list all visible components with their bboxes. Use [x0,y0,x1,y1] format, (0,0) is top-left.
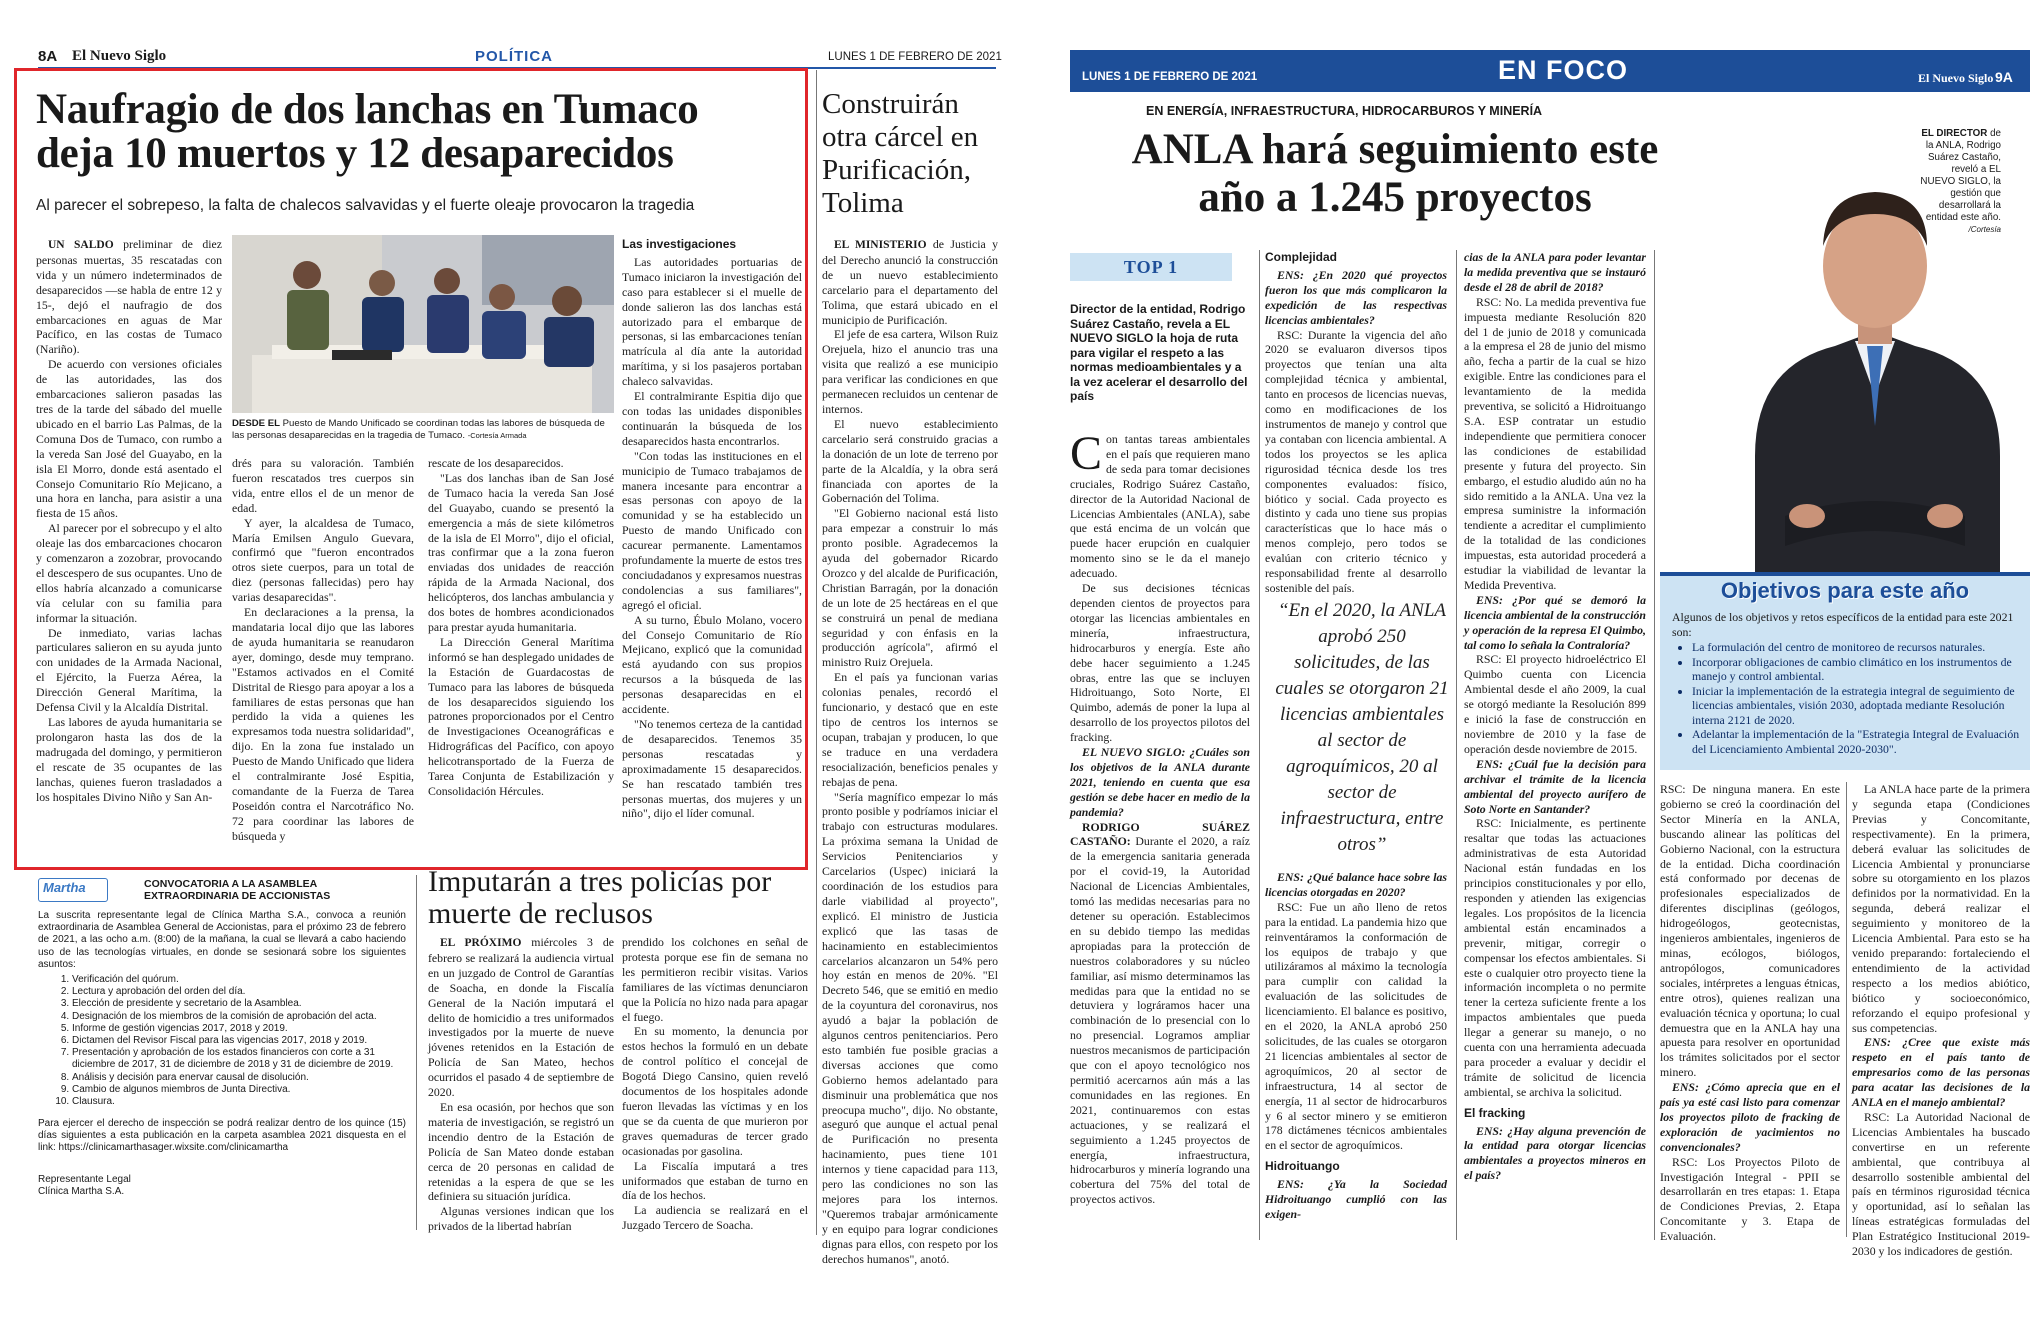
left-date: LUNES 1 DE FEBRERO DE 2021 [828,51,1002,63]
agenda-item: 6. Dictamen del Revisor Fiscal para las vigencias 2017, 2018 y 2019. [72,1035,406,1047]
kicker: EN ENERGÍA, INFRAESTRUCTURA, HIDROCARBUROS Y MINERÍA [1146,104,1543,118]
agenda-item: 7. Presentación y aprobación de los estados financieros con corte a 31 diciembre de 2017, 31 de diciembre de 2018 y 31 de diciembre de 2019. [72,1047,406,1071]
main-deck: Al parecer el sobrepeso, la falta de chalecos salvavidas y el fuerte oleaje provocaron la tragedia [36,197,695,214]
agenda-item: 9. Cambio de algunos miembros de Junta Directiva. [72,1084,406,1096]
anla-col-2-bottom: ENS: ¿Qué balance hace sobre las licencias otorgadas en 2020? RSC: Fue un año lleno de retos para la entidad. La pandemia hizo que reinventáramos la conformación de los equipos de trabajo y que utilizáramos al máximo la tecnología para cumplir con calidad la evaluación de las solicitudes de licenciamiento. El balance es positivo, en el 2020, la ANLA aprobó 250 solicitudes, de las cuales se otorgaron 21 licencias ambientales al sector de agroquímicos, 20 al sector de infraestructura, 14 al sector de energía, 11 al sector de hidrocarburos y 6 al sector minero y se emitieron 178 dictámenes técnicos ambientales en el sector de agroquímicos. Hidroituango ENS: ¿Ya la Sociedad Hidroituango cumplió con las exigen- [1265,870,1447,1221]
main-headline: Naufragio de dos lanchas en Tumaco deja 10 muertos y 12 desaparecidos [36,86,699,177]
objective-item: • Incorporar obligaciones de cambio climático en los instrumentos de manejo y control ambiental. [1692,655,2020,684]
agenda-item: 10. Clausura. [72,1096,406,1108]
agenda-item: 2. Lectura y aprobación del orden del día. [72,986,406,998]
right-page [1060,0,2040,1320]
rule-main-side [816,70,817,1235]
top-badge-label: TOP 1 [1123,257,1179,277]
main-col-3: rescate de los desaparecidos. "Las dos lanchas iban de San José de Tumaco hacia la vereda San José del Guayabo, cuando se presentó la emergencia a más de siete kilómetros de la isla de El Morro", dijo el oficial, tras confirmar que a la zona fueron enviadas dos unidades de reacción rápida de la Armada Nacional, dos helicópteros, dos lanchas ambulancia y dos botes de hombres acondicionados para prestar ayuda humanitaria. La Dirección General Marítima informó se han desplegado unidades de la Estación de Guardacostas de Tumaco para las labores de búsqueda de los desaparecidos siguiendo los patrones proporcionados por el Centro de Investigaciones Oceanográficas e Hidrográficas del Pacífico, con apoyo helicotransportado de la Fuerza de Tarea Conjunta de Estabilización y Consolidación Hércules. [428,456,614,798]
main-photo-caption: DESDE EL Puesto de Mando Unificado se coordinan todas las labores de búsqueda de las personas desaparecidas en la tragedia de Tumaco. -Cortesía Armada [232,418,605,441]
side-headline: Construirán otra cárcel en Purificación, Tolima [822,88,979,219]
anla-col-1: Con tantas tareas ambientales en el país que requieren mano de seda para tomar decisiones cruciales, Rodrigo Suárez Castaño, director de la Autoridad Nacional de Licencias Ambientales (ANLA), sabe que está encima de un volcán que puede hacer erupción en cualquier momento sino se le da el manejo adecuado. De sus decisiones técnicas dependen cientos de proyectos para otorgar las licencias ambientales en minería, infraestructura, hidrocarburos y energía. Este año debe hacer seguimiento a 1.245 obras, entre las que se incluyen Hidroituango, Soto Norte, El Quimbo, además de poner la lupa al desarrollo de los proyectos pilotos del fracking. EL NUEVO SIGLO: ¿Cuáles son los objetivos de la ANLA durante 2021, teniendo en cuenta que esa gestión se debe hacer en medio de la pandemia? RODRIGO SUÁREZ CASTAÑO: Durante el 2020, a raíz de la emergencia sanitaria generada por el covid-19, la Autoridad Nacional de Licencias Ambientales, tomó las medidas necesarias para no detener su operación. Establecimos en su debido tiempo las medidas apropiadas para la protección de nuestros colaboradores y su núcleo familiar, así mismo determinamos las medidas para que la entidad no se detuviera y lográramos hacer una combinación de lo presencial con lo no presencial. Logramos ampliar nuestros mecanismos de participación que con el apoyo tecnológico nos permitió acercarnos aún más a las comunidades en las regiones. En 2021, continuaremos con estas actuaciones, y se realizará el seguimiento a 1.245 proyectos de energía, infraestructura, hidrocarburos y minería logrando una cobertura del 75% del total de proyectos activos. [1070,427,1250,1207]
agenda-item: 8. Análisis y decisión para enervar causal de disolución. [72,1072,406,1084]
en-foco-bar [1070,50,2030,92]
main-col-4: Las investigaciones Las autoridades portuarias de Tumaco iniciaron la investigación del caso para establecer si el muelle de donde salieron las dos lanchas está autorizado para el embarque de personas, si las embarcaciones tenían matrícula al día ante la autoridad marítima, y si los pasajeros portaban chaleco salvavidas. El contralmirante Espitia dijo que con todas las unidades disponibles continuarán la búsqueda de los desaparecidos hasta encontrarlos. "Con todas las instituciones en el municipio de Tumaco trabajamos de manera incesante para encontrar a esas personas con apoyo de la comunidad y se ha establecido un Puesto de mando Unificado con cacurear permanente. Lamentamos profundamente la muerte de estos tres conciudadanos y expresamos nuestras condolencias a sus familiares", agregó el oficial. A su turno, Ébulo Molano, vocero del Consejo Comunitario de Río Mejicano, explicó que la comunidad está ayudando con sus propios recursos a la búsqueda de las personas desaparecidas en el accidente. "No tenemos certeza de la cantidad de desaparecidos. Tenemos 35 personas rescatadas y aproximadamente 15 desaparecidos. Se han rescatado también tres personas muertas, dos mujeres y un niño", dijo el líder comunal. [622,237,802,821]
ad-footer: Para ejercer el derecho de inspección se podrá realizar dentro de los quince (15) días siguientes a esta publicación en la carpeta asamblea 2021 disquesta en el link: https://clinicamarthasager.wixsite.com/clinicamartha [38,1118,406,1154]
left-masthead: El Nuevo Siglo [72,48,167,64]
objective-item: • Adelantar la implementación de la "Estrategia Integral de Evaluación del Licenciamiento Ambiental 2020-2030". [1692,727,2020,756]
main-col-2: drés para su valoración. También fueron rescatados tres cuerpos sin vida, entre ellos el de un menor de edad. Y ayer, la alcaldesa de Tumaco, María Emilsen Angulo Guevara, confirmó que "fueron encontrados otros siete cuerpos, para un total de diez (personas fallecidas) pero hay varias desaparecidas". En declaraciones a la prensa, la mandataria local dijo que las labores de ayuda humanitaria se reanudaron ayer, domingo, desde muy temprano. "Estamos activados en el Comité Distrital de Riesgo para apoyar a los a familiares de estas personas que han perdido la vida a quienes les expresamos toda nuestra solidaridad", dijo. En la zona fue instalado un Puesto de Mando Unificado que lidera el contralmirante José Espitia, comandante de la Fuerza de Tarea Poseidón contra el Narcotráfico No. 72 para coordinar las labores de búsqueda y [232,456,414,843]
right-masthead: El Nuevo Siglo [1918,71,1994,85]
investigations-subhead: Las investigaciones [622,237,737,251]
rule-col4-col5 [1846,782,1847,1237]
objectives-box [1660,572,2030,770]
rule-col1-col2 [1259,250,1260,1240]
agenda-item: 5. Informe de gestión vigencias 2017, 2018 y 2019. [72,1023,406,1035]
agenda-item: 1. Verificación del quórum. [72,974,406,986]
main-col-1: UN SALDO preliminar de diez personas muertas, 35 rescatadas con vida y un número indeterminados de desaparecidos —se habla de entre 12 y 15-, dejó el naufragio de dos embarcaciones en aguas de Mar Pacífico, en las costas de Tumaco (Nariño). De acuerdo con versiones oficiales de las autoridades, las dos embarcaciones salieron pasadas las tres de la tarde del sábado del muelle ubicado en el barrio Las Palmas, de la Comuna Dos de Tumaco, con rumbo a la vereda San José del Guayabo, en la isla El Morro, donde está asentado el Consejo Comunitario Río Mejicano, a una hora en lancha, para asistir a una fiesta de 15 años. Al parecer por el sobrecupo y el alto oleaje las dos embarcaciones chocaron y comenzaron a zozobrar, provocando el descespero de sus ocupantes. Uno de ellos habría alcanzado a comunicarse vía celular con su familia para informar la situación. De inmediato, varias lachas particulares salieron en su ayuda junto con unidades de la Armada Nacional, el Ejército, la Fuerza Aérea, la Dirección General Marítima, la Defensa Civil y la Alcaldía Distrital. Las labores de ayuda humanitaria se prolongaron hasta las dos de la madrugada del domingo, y permitieron el rescate de 35 ocupantes de las lanchas, quienes fueron trasladados a los hospitales Divino Niño y San An- [36,237,222,804]
pull-quote: “En el 2020, la ANLA aprobó 250 solicitudes, de las cuales se otorgaron 21 licencias ambientales al sector de agroquímicos, 20 al sector de infraestructura, entre otros” [1275,600,1449,855]
ad-agenda-list [38,974,406,1108]
right-page-number: 9A [1995,69,2013,85]
anla-col-5: La ANLA hace parte de la primera y segunda etapa (Condiciones Previas y Concomitante, respectivamente). En la primera, deberá evaluar las solicitudes de Licencia Ambiental y pronunciarse sobre su otorgamiento en los plazos definidos por la normatividad. En la segunda, deberá realizar el seguimiento y monitoreo de la Licencia Ambiental. Para esto se ha venido preparando: fortaleciendo el entendimiento de la actividad respecto a los medios abiótico, biótico y socioeconómico, reforzando el equipo profesional y sus competencias. ENS: ¿Cree que existe más respeto en el país tanto de empresarios como de las personas para acatar las decisiones de la ANLA en el manejo ambiental? RSC: La Autoridad Nacional de Licencias Ambientales ha buscado convertirse en un referente ambiental, que contribuya al desarrollo sostenible ambiental del país en términos rigurosidad técnica y oportunidad, así lo señalan las líneas estratégicas formuladas del Plan Estratégico Institucional 2019-2030 y los indicadores de gestión. [1852,782,2030,1259]
rescue-command-photo [232,235,614,413]
anla-col-3: cias de la ANLA para poder levantar la medida preventiva que se instauró desde el 28 de abril de 2018? RSC: No. La medida preventiva fue impuesta mediante Resolución 820 del 1 de junio de 2018 y comunicada a la empresa el 28 de junio del mismo año, fecha a partir de la cual se hizo exigible. Entre las condiciones para el levantamiento de la medida preventiva, se solicitó a Hidroituango S.A. ESP contratar un estudio independiente que permitiera conocer las condiciones de estabilidad presente y futura del proyecto. Sin embargo, el estudio aludido aún no ha sido remitido a la ANLA. Una vez la empresa suministre la información tendiente a acreditar el cumplimiento de la totalidad de las condiciones impuestas, esta autoridad procederá a estudiar la viabilidad de levantar la Medida Preventiva. ENS: ¿Por qué se demoró la licencia ambiental de la construcción y operación de la represa El Quimbo, tal como lo señala la Contraloría? RSC: El proyecto hidroeléctrico El Quimbo cuenta con Licencia Ambiental desde el año 2009, la cual se otorgó mediante la Resolución 899 e inició la fase de construcción en noviembre de 2010 y la fase de operación desde noviembre de 2015. ENS: ¿Cuál fue la decisión para archivar el trámite de la licencia ambiental del proyecto aurífero de Soto Norte en Santander? RSC: Inicialmente, es pertinente resaltar que todas las actuaciones administrativas de esta Autoridad Nacional están fundadas en los principios constitucionales y por ello, responden y atienden las exigencias legales. Los propósitos de la licencia ambiental están encaminados a prevenir, mitigar, corregir o compensar los efectos ambientales. Si este o cualquier otro proyecto tiene la información incompleta o no permite tener la certeza suficiente frente a los impactos ambientales que pueda llegar a generar su manejo, o no cuenta con una herramienta adecuada para proceder a evaluar y decidir el trámite de solicitud de licencia ambiental, se archiva la solicitud. El fracking ENS: ¿Hay alguna prevención de la entidad para otorgar licencias ambientales a proyectos mineros en el país? [1464,250,1646,1183]
portrait-caption: EL DIRECTOR de la ANLA, Rodrigo Suárez Castaño, reveló a EL NUEVO SIGLO, la gestión que desarrollará la entidad este año. /Cortesía [1920,128,2001,234]
left-page [0,0,1010,1320]
objective-item: • La formulación del centro de monitoreo de recursos naturales. [1692,640,2020,655]
ad-logo: Martha [38,878,108,902]
ad-intro: La suscrita representante legal de Clínica Martha S.A., convoca a reunión extraordinaria de Asamblea General de Accionistas, para el próximo 23 de febrero de 2021, a las ocho a.m. (8:00) de la mañana, la cual se llevará a cabo haciendo uso de las tecnologías virtuales, en donde se sesionará sobre los siguientes asuntos: [38,910,406,970]
objective-item: • Iniciar la implementación de la estrategia integral de seguimiento de licencias ambientales, visión 2030, adoptada mediante Resolución interna 2121 de 2020. [1692,684,2020,728]
left-section-label: POLÍTICA [475,48,553,65]
objectives-title: Objetivos para este año [1720,578,1970,603]
anla-headline: ANLA hará seguimiento este año a 1.245 proyectos [1131,126,1659,221]
rule-ad-story2 [416,875,417,1230]
ad-title: CONVOCATORIA A LA ASAMBLEA EXTRAORDINARIA DE ACCIONISTAS [144,878,331,902]
agenda-item: 4. Designación de los miembros de la comisión de aprobación del acta. [72,1011,406,1023]
anla-col-2-top: Complejidad ENS: ¿En 2020 qué proyectos fueron los que más complicaron la expedición de las respectivas licencias ambientales? RSC: Durante la vigencia del año 2020 se evaluaron diversos tipos proyectos que tenían una alta complejidad técnica y ambiental, tanto en procesos de licencias nuevas, como en modificaciones de los instrumentos de manejo y control que ya contaban con licencia ambiental. A todos los proyectos se les aplica rigurosidad técnica desde los tres componentes evaluados: físico, biótico y social. Cada proyecto es distinto y cada uno tiene sus propias características que lo hace más o menos complejo, pero todos se evalúan con criterio técnico y responsabilidad frente al desarrollo sostenible del país. [1265,250,1447,595]
objectives-list [1672,640,2020,756]
side-body: EL MINISTERIO de Justicia y del Derecho anunció la construcción de un nuevo establecimiento carcelario para el departamento del Tolima, que estará ubicado en el municipio de Purificación. El jefe de esa cartera, Wilson Ruiz Orejuela, hizo el anuncio tras una visita que realizó a ese municipio para verificar las condiciones en que permanecen recluidos un centenar de internos. El nuevo establecimiento carcelario será construido gracias a la donación de un lote de terreno por parte de la Alcaldía, y la obra será financiada con aportes de la Gobernación del Tolima. "El Gobierno nacional está listo para empezar a construir lo más pronto posible. Agradecemos la ayuda del gobernador Ricardo Orozco y del alcalde de Purificación, Christian Barragán, por la donación de un lote de 25 hectáreas en el que se construirá un penal de mediana seguridad y con énfasis en la producción agrícola", afirmó el ministro Ruiz Orejuela. En el país ya funcionan varias colonias penales, recordó el funcionario, y destacó que en este tipo de centros los internos se ocupan, trabajan y producen, lo que se traduce en una verdadera resocialización, beneficios penales y rebajas de pena. "Sería magnífico empezar lo más pronto posible y podríamos iniciar el trabajo con estructuras modulares. La próxima semana la Unidad de Servicios Penitenciarios y Carcelarios (Uspec) iniciará la coordinación de los estudios para darle viabilidad al proyecto", explicó. El ministro de Justicia explicó que las tasas de hacinamiento en establecimientos carcelarios alcanzaron un 54% pero hoy están en menos de 20%. "El Decreto 546, que se emitió en medio de la coyuntura del coronavirus, nos ayudó a bajar la población de algunos centros penitenciarios. Pero esto también fue posible gracias a diversas acciones que como Gobierno hemos adelantado para disminuir una problemática que nos preocupa mucho", dijo. No obstante, aseguró que aunque el actual penal de Purificación no presenta hacinamiento, pues tiene 101 internos y tiene capacidad para 113, pero las condiciones no son las mejores para los internos. "Queremos trabajar armónicamente y en equipo para lograr condiciones dignas para ellos, con respeto por los derechos humanos", anotó. [822,237,999,1266]
anla-col-4: RSC: De ninguna manera. En este gobierno se creó la coordinación del Sector Minería en la ANLA, buscando alinear las políticas del Gobierno Nacional, con la estructura de la entidad. Dicha coordinación está conformado por decenas de profesionales especializados de diferentes disciplinas (geólogos, hidrogeólogos, geotecnistas, ingenieros ambientales, ingenieros de minas, ecólogos, biólogos, antropólogos, comunicadores sociales, intérpretes a lenguas étnicas, entre otros), quienes realizan una evaluación técnica y oportuna; lo cual demuestra que en la ANLA hay una apuesta para resolver en oportunidad los trámites solicitados por el sector minero. ENS: ¿Cómo aprecia que en el país ya esté casi listo para comenzar los proyectos piloto de fracking de exploración de yacimientos no convencionales? RSC: Los Proyectos Piloto de Investigación Integral - PPII se desarrollarán en tres etapas: 1. Etapa de Condiciones Previas, 2. Etapa Concomitante y 3. Etapa de Evaluación. [1660,782,1840,1244]
rule-col2-col3 [1456,250,1457,1240]
photo-scene [232,235,614,413]
right-date: LUNES 1 DE FEBRERO DE 2021 [1082,71,1258,83]
left-page-number: 8A [38,48,58,65]
story2-col-2: prendido los colchones en señal de protesta porque ese fin de semana no les permitieron recibir visitas. Varios familiares de las víctimas denunciaron que la Policía no hizo nada para apagar el fuego. En su momento, la denuncia por estos hechos la formuló en un debate de control político el concejal de Bogotá Diego Cansino, quien reveló documentos de los hospitales adonde fueron llevadas las víctimas y en los que se da cuenta de que murieron por graves quemaduras de tercer grado ocasionadas por gasolina. La Fiscalía imputará a tres uniformados que estaban de turno en día de los hechos. La audiencia se realizará en el Juzgado Tercero de Soacha. [622,935,808,1233]
summary-blurb: Director de la entidad, Rodrigo Suárez Castaño, revela a EL NUEVO SIGLO la hoja de ruta para vigilar el respeto a las normas medioambientales y a la vez acelerar el desarrollo del país [1070,302,1248,403]
rule-col3-col4 [1654,250,1655,1240]
assembly-notice-ad [38,878,408,1228]
drop-cap: C [1070,427,1103,480]
section-title: EN FOCO [1498,55,1629,85]
ad-signature: Representante Legal Clínica Martha S.A. [38,1174,131,1198]
story2-col-1: EL PRÓXIMO miércoles 3 de febrero se realizará la audiencia virtual en un juzgado de Control de Garantías de Soacha, en donde la Fiscalía General de la Nación imputará el delito de homicidio a tres uniformados investigados por la muerte de nueve jóvenes retenidos en la Estación de Policía de San Mateo, hechos ocurridos el pasado 4 de septiembre de 2020. En esa ocasión, por hechos que son materia de investigación, se registró un incendio dentro de la Estación de Policía de San Mateo donde estaban cerca de 20 personas en calidad de retenidas a la espera de que se les definiera su situación jurídica. Algunas versiones indican que los privados de la libertad habrían [428,935,614,1234]
objectives-intro: Algunos de los objetivos y retos específicos de la entidad para este 2021 son: [1672,610,2014,639]
agenda-item: 3. Elección de presidente y secretario de la Asamblea. [72,998,406,1010]
story2-headline: Imputarán a tres policías por muerte de reclusos [428,865,772,930]
top-badge [1070,253,1232,281]
